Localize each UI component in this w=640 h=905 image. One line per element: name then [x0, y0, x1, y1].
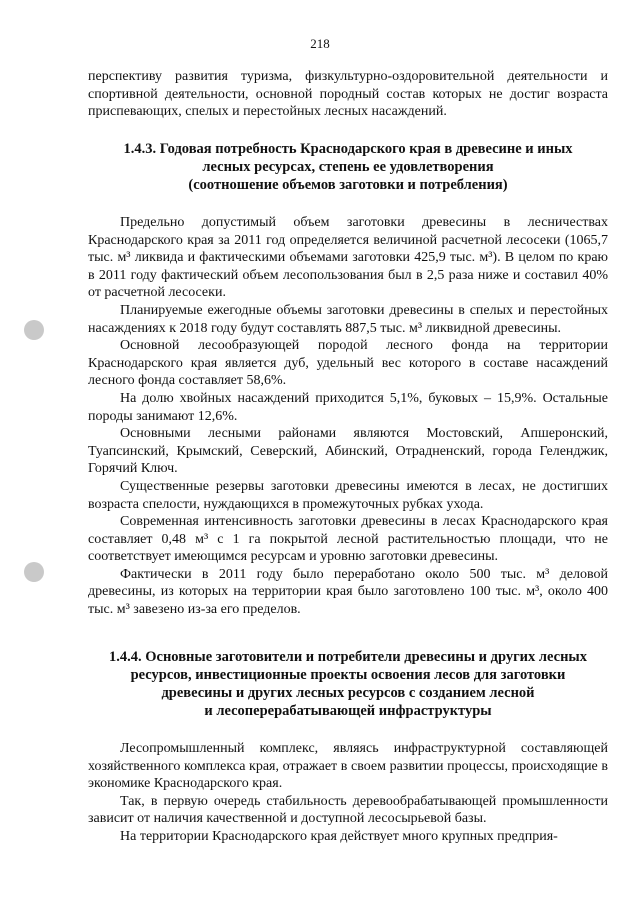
heading-line: лесных ресурсах, степень ее удовлетворения	[202, 159, 494, 175]
paragraph: Так, в первую очередь стабильность деревообрабатывающей промышленности зависит от наличия качественной и доступной лесосырьевой базы.	[88, 793, 608, 827]
heading-line: 1.4.3. Годовая потребность Краснодарского края в древесине и иных	[123, 141, 573, 157]
paragraph: Лесопромышленный комплекс, являясь инфраструктурной составляющей хозяйственного комплекса края, отражает в своем развитии процессы, происходящие в экономике Краснодарского края.	[88, 741, 608, 792]
binder-hole-icon	[24, 320, 44, 340]
paragraph: Современная интенсивность заготовки древесины в лесах Краснодарского края составляет 0,48 м³ с 1 га покрытой лесной растительностью площади, что не соответствует имеющимся ресурсам и уровню заготовки древесины.	[88, 514, 608, 565]
section-1-body	[88, 214, 608, 619]
paragraph: Основными лесными районами являются Мостовский, Апшеронский, Туапсинский, Крымский, Северский, Абинский, Отрадненский, города Геленджик, Горячий Ключ.	[88, 426, 608, 477]
paragraph: На долю хвойных насаждений приходится 5,1%, буковых – 15,9%. Остальные породы занимают 12,6%.	[88, 390, 608, 424]
binder-hole-icon	[24, 562, 44, 582]
heading-line: древесины и других лесных ресурсов с созданием лесной	[161, 685, 535, 701]
paragraph: Планируемые ежегодные объемы заготовки древесины в спелых и перестойных насаждениях к 2018 году будут составлять 887,5 тыс. м³ ликвидной древесины.	[88, 302, 608, 336]
paragraph: Предельно допустимый объем заготовки древесины в лесничествах Краснодарского края за 2011 год определяется величиной расчетной лесосеки (1065,7 тыс. м³ ликвида и фактическими объемами заготовки 425,9 тыс. м³). В целом по краю в 2011 году фактический объем лесопользования был в 2,5 раза ниже и составил 40% от расчетной лесосеки.	[88, 215, 608, 301]
paragraph: Основной лесообразующей породой лесного фонда на территории Краснодарского края является дуб, удельный вес которого в составе насаждений лесного фонда составляет 58,6%.	[88, 338, 608, 389]
section-heading-1-4-4	[88, 648, 608, 720]
heading-line: 1.4.4. Основные заготовители и потребители древесины и других лесных	[108, 649, 587, 665]
section-heading-1-4-3	[88, 140, 608, 194]
section-2-body	[88, 740, 608, 846]
paragraph: Фактически в 2011 году было переработано около 500 тыс. м³ деловой древесины, из которых на территории края было заготовлено 100 тыс. м³, около 400 тыс. м³ завезено из-за его пределов.	[88, 566, 608, 618]
heading-line: и лесоперерабатывающей инфраструктуры	[204, 703, 492, 719]
intro-block	[88, 68, 608, 121]
paragraph: Существенные резервы заготовки древесины имеются в лесах, не достигших возраста спелости, нуждающихся в промежуточных рубках ухода.	[88, 478, 608, 512]
heading-line: ресурсов, инвестиционные проекты освоения лесов для заготовки	[130, 667, 566, 683]
page-number: 218	[310, 36, 330, 51]
paragraph: На территории Краснодарского края действует много крупных предприя-	[120, 828, 558, 844]
heading-line: (соотношение объемов заготовки и потребления)	[188, 177, 508, 193]
intro-paragraph: перспективу развития туризма, физкультурно-оздоровительной деятельности и спортивной деятельности, основной породный состав которых не достиг возраста приспевающих, спелых и перестойных лесных насаждений.	[88, 69, 608, 120]
